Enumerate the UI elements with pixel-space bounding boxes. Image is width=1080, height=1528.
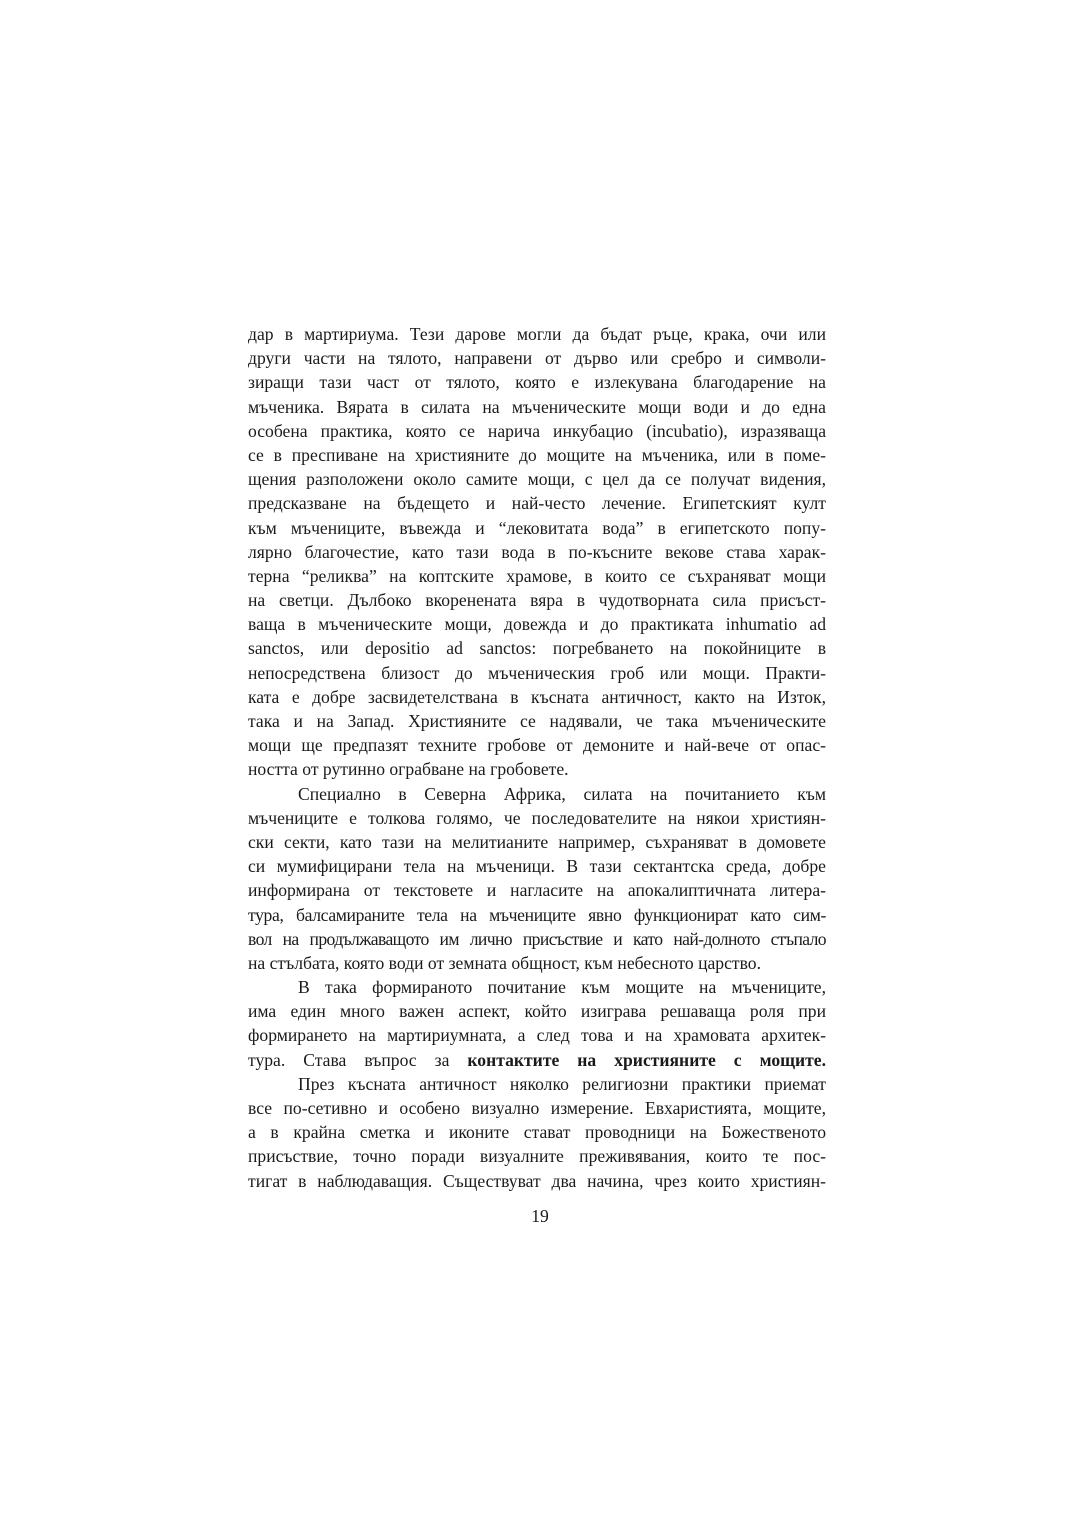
paragraph-3 xyxy=(248,975,826,1072)
text-line: тура, балсамираните тела на мъчениците явно функционират като сим- xyxy=(248,904,826,925)
text-line: други части на тялото, направени от дърво или сребро и символи- xyxy=(248,348,826,369)
text-line: си мумифицирани тела на мъченици. В тази сектантска среда, добре xyxy=(248,856,826,877)
text-line: присъствие, точно поради визуалните преживявания, които те пос- xyxy=(248,1146,826,1167)
text-line: Специално в Северна Африка, силата на почитанието към xyxy=(298,783,826,804)
text-line: информирана от текстовете и нагласите на апокалиптичната литера- xyxy=(248,880,826,901)
text-line: има един много важен аспект, който изиграва решаваща роля при xyxy=(248,1001,826,1022)
text-line: се в преспиване на християните до мощите на мъченика, или в поме- xyxy=(248,444,826,465)
text-line: особена практика, която се нарича инкубацио (incubatio), изразяваща xyxy=(248,420,826,441)
paragraph-2 xyxy=(248,782,826,976)
text-line: В така формираното почитание към мощите на мъчениците, xyxy=(298,977,826,998)
text-line: ката е добре засвидетелствана в късната античност, както на Изток, xyxy=(248,686,826,707)
text-line: вол на продължаващото им лично присъствие и като най-долното стъпало xyxy=(248,928,826,949)
text-line: ваща в мъченическите мощи, довежда и до практиката inhumatio ad xyxy=(248,614,826,635)
text-line: все по-сетивно и особено визуално измерение. Евхаристията, мощите, xyxy=(248,1098,826,1118)
text-line: щения разположени около самите мощи, с цел да се получат видения, xyxy=(248,469,826,490)
text-line: предсказване на бъдещето и най-често лечение. Египетският култ xyxy=(248,493,826,514)
text-line: sanctos, или depositio ad sanctos: погребването на покойниците в xyxy=(248,638,826,659)
text-line: така и на Запад. Християните се надявали, че така мъченическите xyxy=(248,711,826,731)
text-line: мъченика. Вярата в силата на мъченическите мощи води и до една xyxy=(248,396,826,417)
text-line: дар в мартириума. Тези дарове могли да бъдат ръце, крака, очи или xyxy=(248,324,826,344)
page-number: 19 xyxy=(531,1206,549,1226)
text-line: непосредствена близост до мъченическия гроб или мощи. Практи- xyxy=(248,662,826,683)
text-line: на стълбата, която води от земната общност, към небесното царство. xyxy=(248,952,761,973)
text-line: формирането на мартириумната, а след това и на храмовата архитек- xyxy=(248,1025,826,1046)
text-line: терна “реликва” на коптските храмове, в които се съхраняват мощи xyxy=(248,565,826,586)
paragraph-4 xyxy=(248,1072,826,1193)
text-segment: тура. Става въпрос за xyxy=(248,1049,468,1070)
text-line: мощи ще предпазят техните гробове от демоните и най-вече от опас- xyxy=(248,735,826,756)
text-line xyxy=(248,1048,826,1072)
bold-phrase: контактите на християните с мощите. xyxy=(467,1049,827,1070)
text-line: а в крайна сметка и иконите стават проводници на Божественото xyxy=(248,1122,826,1143)
text-line: мъчениците е толкова голямо, че последователите на някои християн- xyxy=(248,807,826,828)
text-line: ността от рутинно ограбване на гробовете. xyxy=(248,759,569,780)
text-line: на светци. Дълбоко вкоренената вяра в чудотворната сила присъст- xyxy=(248,590,826,611)
paragraph-1 xyxy=(248,322,826,782)
text-line: През късната античност няколко религиозни практики приемат xyxy=(298,1073,826,1094)
text-line: към мъчениците, въвежда и “лековитата вода” в египетското попу- xyxy=(248,517,826,538)
body-text xyxy=(248,322,826,1193)
text-line: зиращи тази част от тялото, която е излекувана благодарение на xyxy=(248,372,826,393)
text-line: ски секти, като тази на мелитианите например, съхраняват в домовете xyxy=(248,831,826,852)
text-line: лярно благочестие, като тази вода в по-късните векове става харак- xyxy=(248,541,826,562)
text-line: тигат в наблюдаващия. Съществуват два начина, чрез които християн- xyxy=(248,1170,826,1191)
